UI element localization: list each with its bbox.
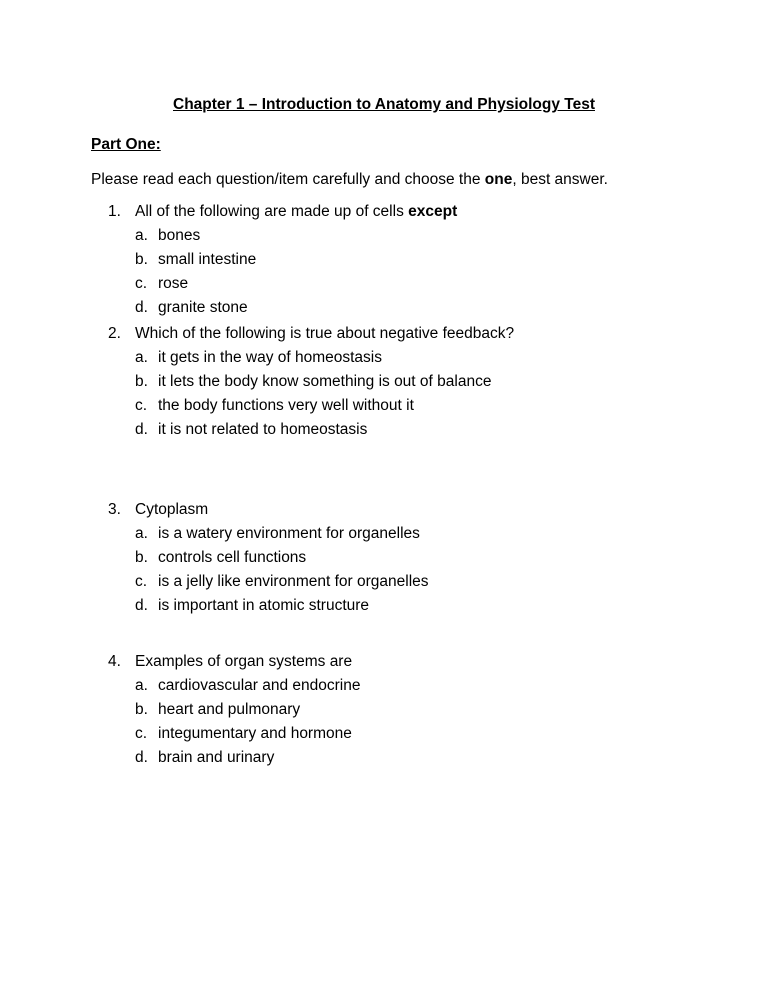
answer-option-d — [108, 296, 708, 320]
option-text: it gets in the way of homeostasis — [158, 349, 383, 366]
question-stem — [108, 650, 708, 674]
option-text: controls cell functions — [158, 549, 307, 566]
answer-option-b — [108, 248, 708, 272]
answer-option-b — [108, 370, 708, 394]
option-text: brain and urinary — [158, 749, 275, 766]
question-3 — [108, 498, 708, 618]
option-letter: c. — [135, 397, 148, 414]
option-letter: a. — [135, 349, 148, 366]
option-text: heart and pulmonary — [158, 701, 301, 718]
answer-option-b — [108, 546, 708, 570]
question-text: Examples of organ systems are — [135, 653, 353, 670]
option-text: rose — [158, 275, 189, 292]
option-text: cardiovascular and endocrine — [158, 677, 361, 694]
option-text: small intestine — [158, 251, 257, 268]
question-text-before: All of the following are made up of cells — [135, 203, 409, 220]
instructions-emphasis: one — [484, 171, 513, 188]
answer-option-c — [108, 272, 708, 296]
option-text: bones — [158, 227, 201, 244]
option-letter: a. — [135, 525, 148, 542]
option-letter: b. — [135, 549, 148, 566]
answer-option-a — [108, 346, 708, 370]
instructions-text-after: , best answer. — [512, 171, 608, 188]
option-letter: c. — [135, 573, 148, 590]
question-text: Which of the following is true about negative feedback? — [135, 325, 515, 342]
question-stem — [108, 498, 708, 522]
part-heading: Part One: — [91, 136, 161, 153]
option-letter: d. — [135, 597, 148, 614]
question-stem — [108, 322, 708, 346]
option-text: the body functions very well without it — [158, 397, 414, 414]
answer-option-b — [108, 698, 708, 722]
option-text: is a watery environment for organelles — [158, 525, 420, 542]
option-letter: a. — [135, 677, 148, 694]
option-letter: b. — [135, 701, 148, 718]
option-letter: d. — [135, 421, 148, 438]
question-number: 3. — [108, 501, 121, 518]
option-text: is a jelly like environment for organelles — [158, 573, 429, 590]
option-text: it lets the body know something is out of balance — [158, 373, 492, 390]
option-letter: b. — [135, 251, 148, 268]
answer-option-d — [108, 594, 708, 618]
question-number: 2. — [108, 325, 121, 342]
option-letter: d. — [135, 749, 148, 766]
option-letter: d. — [135, 299, 148, 316]
answer-option-a — [108, 674, 708, 698]
answer-option-c — [108, 394, 708, 418]
answer-option-c — [108, 570, 708, 594]
answer-option-a — [108, 522, 708, 546]
answer-option-d — [108, 418, 708, 442]
question-text-emphasis: except — [408, 203, 458, 220]
question-text: Cytoplasm — [135, 501, 209, 518]
question-stem — [108, 200, 708, 224]
option-letter: b. — [135, 373, 148, 390]
option-text: integumentary and hormone — [158, 725, 352, 742]
answer-option-a — [108, 224, 708, 248]
option-text: it is not related to homeostasis — [158, 421, 368, 438]
question-number: 4. — [108, 653, 121, 670]
option-letter: c. — [135, 725, 148, 742]
option-letter: c. — [135, 275, 148, 292]
instructions-text-before: Please read each question/item carefully and choose the — [91, 171, 485, 188]
option-text: granite stone — [158, 299, 248, 316]
option-letter: a. — [135, 227, 148, 244]
question-1 — [108, 200, 708, 320]
option-text: is important in atomic structure — [158, 597, 370, 614]
instructions — [91, 168, 608, 192]
document-title: Chapter 1 – Introduction to Anatomy and Physiology Test — [173, 96, 595, 113]
question-4 — [108, 650, 708, 770]
answer-option-c — [108, 722, 708, 746]
question-number: 1. — [108, 203, 121, 220]
answer-option-d — [108, 746, 708, 770]
question-text — [135, 200, 457, 224]
question-2 — [108, 322, 708, 442]
